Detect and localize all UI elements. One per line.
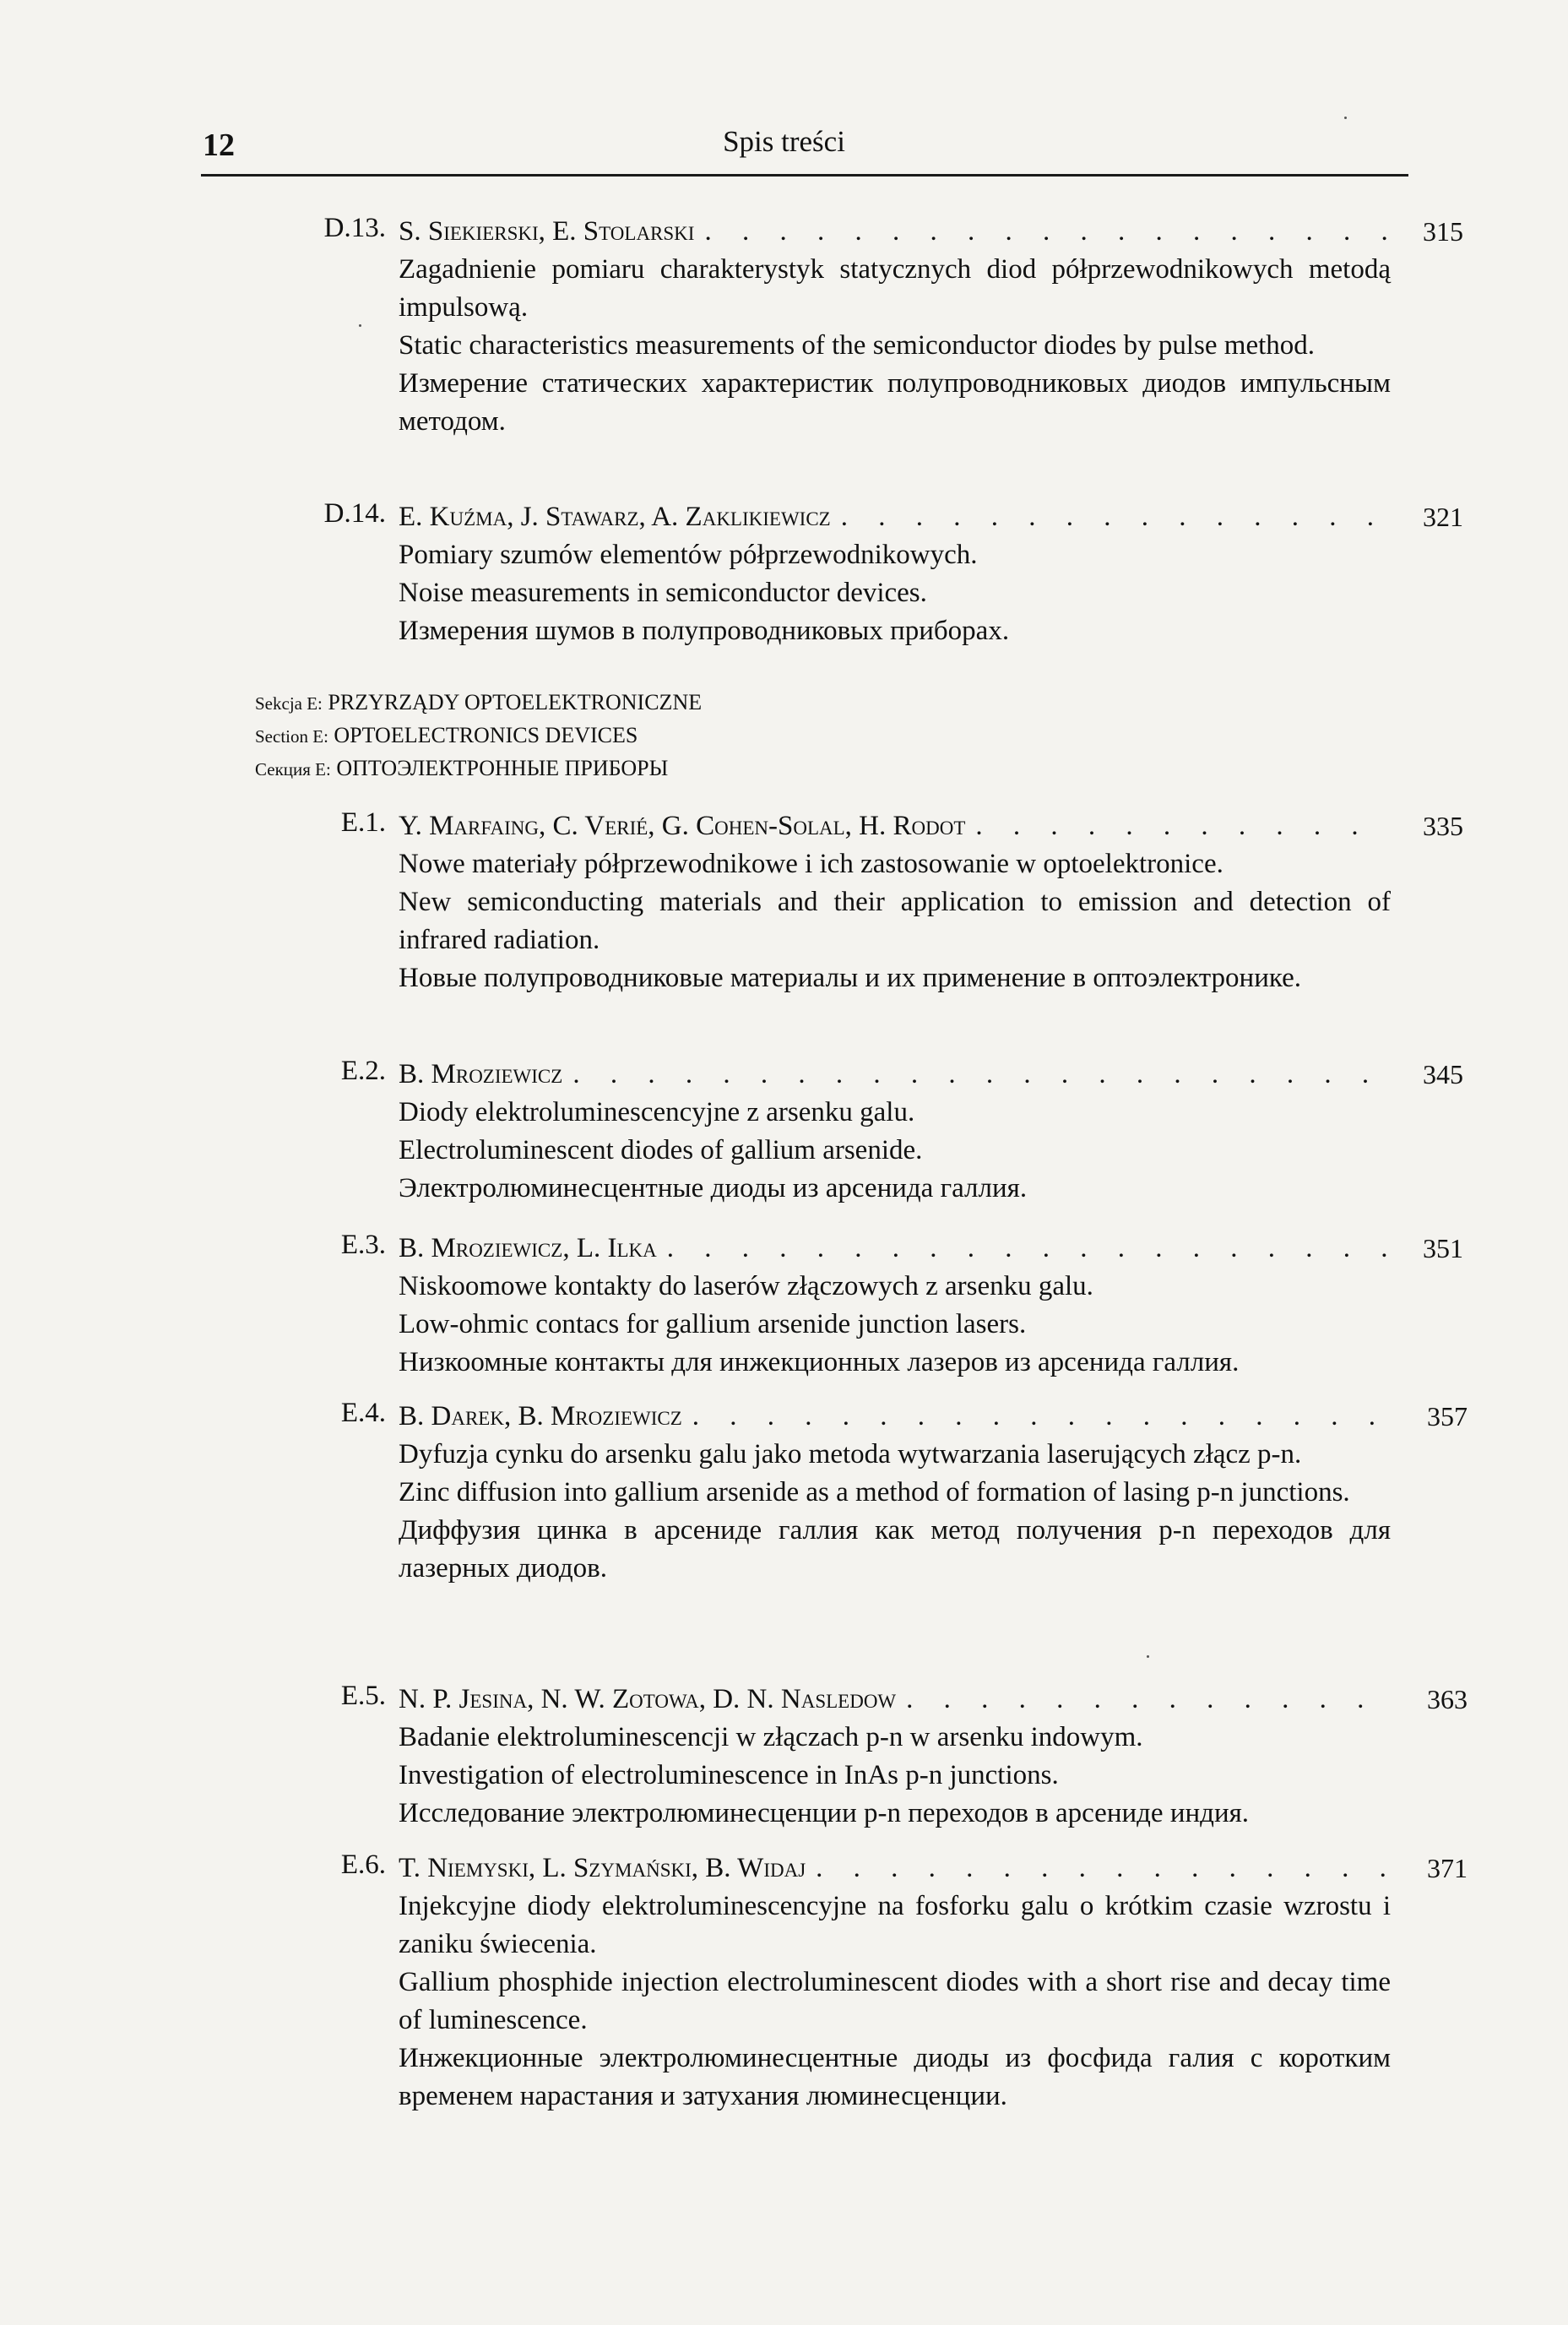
title-english: Gallium phosphide injection electroluminescent diodes with a short rise and decay time of luminescence. — [399, 1967, 1391, 2035]
entry-page: 321 — [1423, 502, 1463, 532]
title-english: Electroluminescent diodes of gallium arsenide. — [399, 1135, 923, 1165]
entry-main — [399, 1850, 1391, 2116]
title-russian: Электролюминесцентные диоды из арсенида галлия. — [399, 1173, 1028, 1203]
leader-dots — [806, 1850, 1391, 1888]
entry-page: 315 — [1423, 216, 1463, 247]
entry-id: E.1. — [340, 807, 386, 838]
entry-id: E.2. — [340, 1056, 386, 1086]
entry-main — [399, 213, 1391, 441]
entry-authors: S. Siekierski, E. Stolarski — [399, 216, 695, 247]
title-polish: Badanie elektroluminescencji w złączach p-n w arsenku indowym. — [399, 1722, 1143, 1752]
title-english: Noise measurements in semiconductor devices. — [399, 578, 927, 608]
title-polish: Pomiary szumów elementów półprzewodnikowych. — [399, 540, 978, 570]
leader-dots — [694, 213, 1391, 251]
entry-id: E.4. — [340, 1398, 386, 1428]
title-english: New semiconducting materials and their application to emission and detection of infrared radiation. — [399, 887, 1391, 955]
leader-dots — [682, 1398, 1391, 1436]
title-russian: Исследование электролюминесценции p-n переходов в арсениде индия. — [399, 1798, 1250, 1828]
entry-page: 371 — [1427, 1853, 1468, 1883]
authors-line — [399, 1398, 1391, 1436]
scan-speck — [1344, 117, 1347, 119]
entry-authors: T. Niemyski, L. Szymański, B. Widaj — [399, 1853, 806, 1883]
title-russian: Новые полупроводниковые материалы и их применение в оптоэлектронике. — [399, 963, 1301, 993]
entry-main — [399, 498, 1391, 650]
title-polish: Diody elektroluminescencyjne z arsenku galu. — [399, 1097, 915, 1127]
leader-dots — [562, 1056, 1391, 1094]
title-english: Investigation of electroluminescence in InAs p-n junctions. — [399, 1760, 1059, 1790]
scan-speck — [1147, 1655, 1149, 1658]
scan-speck — [359, 324, 361, 327]
title-polish: Dyfuzja cynku do arsenku galu jako metoda wytwarzania laserujących złącz p-n. — [399, 1439, 1302, 1469]
header-rule — [201, 174, 1408, 177]
page-number: 12 — [203, 128, 235, 163]
authors-line — [399, 807, 1391, 845]
entry-id: E.5. — [340, 1681, 386, 1711]
leader-dots — [896, 1681, 1391, 1719]
entry-main — [399, 807, 1391, 997]
authors-line — [399, 1681, 1391, 1719]
title-russian: Измерения шумов в полупроводниковых приборах. — [399, 616, 1010, 646]
entry-authors: E. Kuźma, J. Stawarz, A. Zaklikiewicz — [399, 502, 831, 532]
entry-id: E.3. — [340, 1230, 386, 1260]
title-english: Zinc diffusion into gallium arsenide as a method of formation of lasing p-n junctions. — [399, 1477, 1350, 1507]
title-russian: Низкоомные контакты для инжекционных лазеров из арсенида галлия. — [399, 1347, 1240, 1377]
entry-main — [399, 1056, 1391, 1208]
title-polish: Niskoomowe kontakty do laserów złączowych z arsenku galu. — [399, 1271, 1093, 1301]
leader-dots — [831, 498, 1391, 536]
title-russian: Инжекционные электролюминесцентные диоды из фосфида галия с коротким временем нарастания и затухания люминесценции. — [399, 2043, 1391, 2111]
title-polish: Nowe materiały półprzewodnikowe i ich zastosowanie w optoelektronice. — [399, 849, 1223, 879]
section-heading-e — [255, 687, 702, 785]
authors-line — [399, 1056, 1391, 1094]
entry-main — [399, 1681, 1391, 1833]
authors-line — [399, 498, 1391, 536]
entry-page: 357 — [1427, 1401, 1468, 1431]
title-polish: Zagadnienie pomiaru charakterystyk statycznych diod półprzewodnikowych metodą impulsową. — [399, 254, 1391, 323]
authors-line — [399, 1850, 1391, 1888]
section-heading-ru: Секция Е: ОПТОЭЛЕКТРОННЫЕ ПРИБОРЫ — [255, 756, 669, 780]
entry-id: D.13. — [323, 213, 386, 243]
title-russian: Диффузия цинка в арсениде галлия как метод получения p-n переходов для лазерных диодов. — [399, 1515, 1391, 1583]
authors-line — [399, 1230, 1391, 1268]
entry-id: E.6. — [340, 1850, 386, 1880]
entry-page: 363 — [1427, 1684, 1468, 1714]
entry-main — [399, 1230, 1391, 1382]
entry-authors: B. Mroziewicz — [399, 1059, 563, 1089]
entry-main — [399, 1398, 1391, 1588]
leader-dots — [657, 1230, 1391, 1268]
entry-page: 335 — [1423, 811, 1463, 841]
entry-authors: B. Darek, B. Mroziewicz — [399, 1401, 682, 1431]
entry-authors: N. P. Jesina, N. W. Zotowa, D. N. Nasledow — [399, 1684, 897, 1714]
section-heading-pl: Sekcja E: PRZYRZĄDY OPTOELEKTRONICZNE — [255, 690, 703, 714]
title-russian: Измерение статических характеристик полупроводниковых диодов импульсным методом. — [399, 368, 1391, 437]
title-polish: Injekcyjne diody elektroluminescencyjne na fosforku galu o krótkim czasie wzrostu i zaniku świecenia. — [399, 1891, 1391, 1959]
title-english: Static characteristics measurements of the semiconductor diodes by pulse method. — [399, 330, 1316, 361]
running-title: Spis treści — [723, 125, 845, 158]
leader-dots — [965, 807, 1391, 845]
entry-page: 345 — [1423, 1059, 1463, 1089]
authors-line — [399, 213, 1391, 251]
entry-authors: Y. Marfaing, C. Verié, G. Cohen-Solal, H. Rodot — [399, 811, 966, 841]
entry-page: 351 — [1423, 1233, 1463, 1263]
title-english: Low-ohmic contacs for gallium arsenide junction lasers. — [399, 1309, 1027, 1339]
entry-authors: B. Mroziewicz, L. Ilka — [399, 1233, 657, 1263]
entry-id: D.14. — [323, 498, 386, 529]
section-heading-en: Section E: OPTOELECTRONICS DEVICES — [255, 723, 638, 747]
